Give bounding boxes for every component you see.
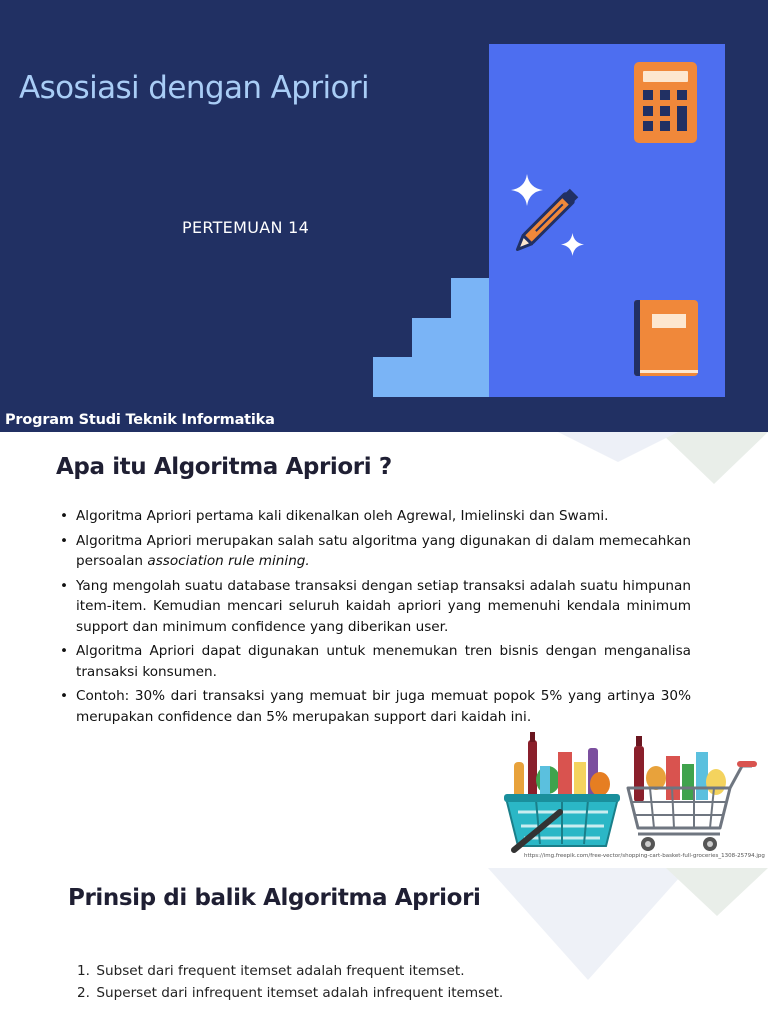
- list-item: • Algoritma Apriori pertama kali dikenalkan oleh Agrewal, Imielinski dan Swami.: [60, 506, 691, 527]
- list-item: • Yang mengolah suatu database transaksi dengan setiap transaksi adalah suatu himpunan item-item. Kemudian mencari seluruh kaidah apriori yang memenuhi kendala minimum support dan minimum confidence yang diberikan user.: [60, 576, 691, 638]
- calculator-icon: [634, 62, 697, 143]
- list-item: • Algoritma Apriori merupakan salah satu algoritma yang digunakan di dalam memecahkan persoalan association rule mining.: [60, 531, 691, 572]
- principles-list: [77, 960, 503, 1004]
- shopping-cart-icon: [620, 722, 758, 854]
- list-item: • Algoritma Apriori dapat digunakan untuk menemukan tren bisnis dengan menganalisa transaksi konsumen.: [60, 641, 691, 682]
- section-title: Apa itu Algoritma Apriori ?: [56, 454, 392, 480]
- emphasis-text: association rule mining.: [147, 553, 310, 569]
- definition-list: [60, 506, 691, 731]
- decorative-triangle: [666, 868, 768, 916]
- notebook-icon: [634, 300, 698, 376]
- section-title: Prinsip di balik Algoritma Apriori: [68, 885, 481, 911]
- sparkle-icon: [511, 174, 543, 206]
- sparkle-icon: [561, 233, 584, 256]
- list-item: 1. Subset dari frequent itemset adalah frequent itemset.: [77, 963, 465, 979]
- slide-title: Asosiasi dengan Apriori: [19, 70, 370, 106]
- list-item: 2. Superset dari infrequent itemset adalah infrequent itemset.: [77, 985, 504, 1001]
- meeting-subtitle: PERTEMUAN 14: [182, 218, 310, 237]
- image-credit: https://img.freepik.com/free-vector/shopping-cart-basket-full-groceries_1308-25794.jpg: [524, 853, 765, 859]
- decorative-triangle: [558, 432, 678, 462]
- program-footer: Program Studi Teknik Informatika: [5, 412, 275, 428]
- list-item: • Contoh: 30% dari transaksi yang memuat bir juga memuat popok 5% yang artinya 30% merupakan confidence dan 5% merupakan support dari kaidah ini.: [60, 686, 691, 727]
- principles-slide: [0, 868, 768, 1024]
- definition-slide: [0, 432, 768, 868]
- shopping-basket-icon: [500, 722, 625, 854]
- title-slide: [0, 0, 768, 432]
- decorative-triangle: [488, 868, 688, 980]
